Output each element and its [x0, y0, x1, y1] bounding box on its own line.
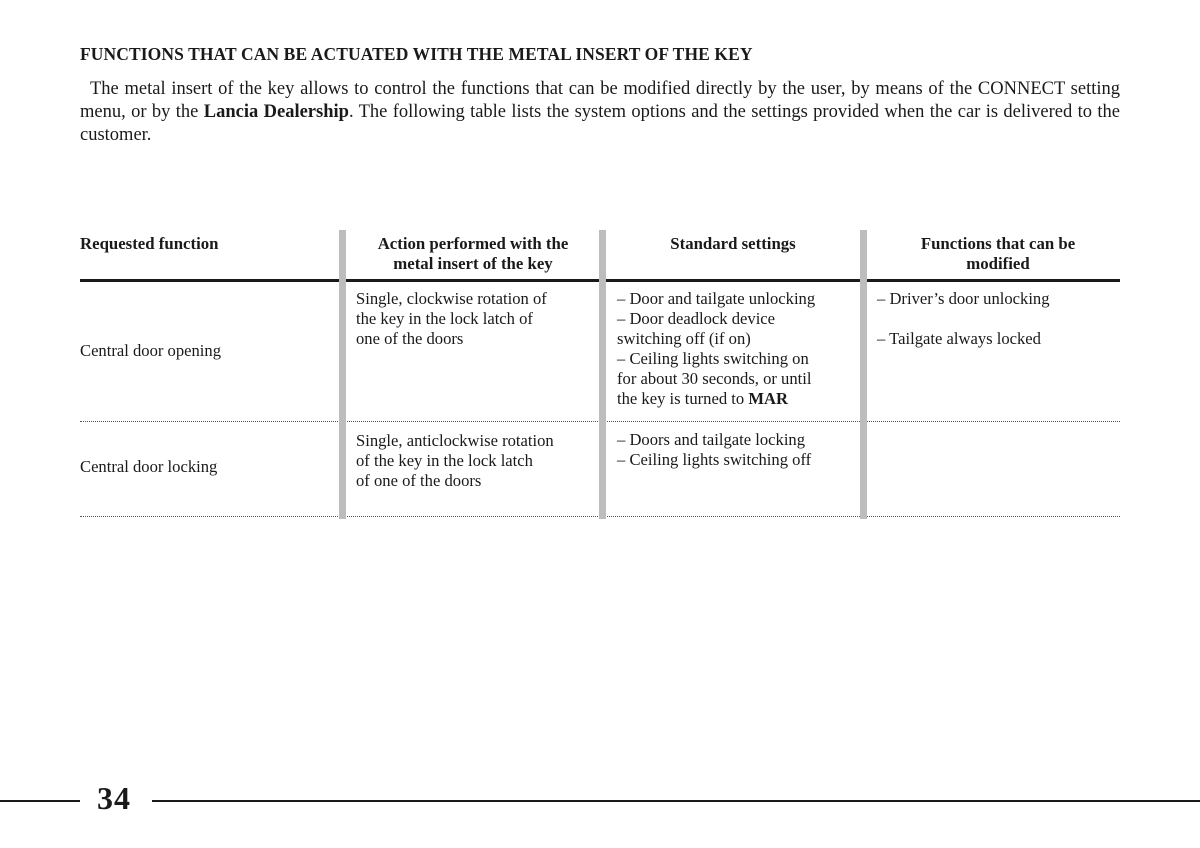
page-number: 34 — [97, 780, 131, 816]
row2-standard-settings — [617, 430, 857, 470]
footer-rule-left — [0, 800, 80, 802]
header-action-line1: Action performed with the — [377, 234, 569, 253]
row1-function: Central door opening — [80, 341, 222, 360]
row1-modifiable-gap — [877, 309, 1122, 329]
mar-emphasis: MAR — [748, 389, 788, 408]
header-modifiable-functions — [868, 234, 1128, 274]
row1-standard-line-last — [617, 389, 857, 409]
header-standard-settings: Standard settings — [670, 234, 796, 253]
dealership-emphasis: Lancia Dealership — [203, 102, 349, 122]
row1-standard-line: – Door deadlock device — [617, 309, 776, 328]
row1-standard-line: – Door and tailgate unlocking — [617, 289, 816, 308]
header-action — [348, 234, 598, 274]
row1-standard-last-prefix: the key is turned to — [617, 389, 749, 408]
row1-action — [356, 289, 596, 349]
column-separator — [339, 230, 346, 519]
footer-rule-right — [152, 800, 1200, 802]
column-separator — [599, 230, 606, 519]
header-requested-function: Requested function — [80, 234, 219, 253]
row1-action-line: the key in the lock latch of — [356, 309, 533, 328]
row1-standard-line: switching off (if on) — [617, 329, 751, 348]
row1-standard-line: for about 30 seconds, or until — [617, 369, 812, 388]
row1-modifiable — [877, 289, 1122, 349]
row1-modifiable-line: – Tailgate always locked — [877, 329, 1041, 348]
intro-text-part2: . The following table lists the system options and the settings provided when the car is delivered to the customer. — [80, 102, 1121, 145]
row2-action-line: of the key in the lock latch — [356, 451, 533, 470]
intro-text-part1: The metal insert of the key allows to control the functions that can be modified directly by the user, by means of the CONNECT setting menu, or by the — [80, 79, 1120, 122]
section-heading: FUNCTIONS THAT CAN BE ACTUATED WITH THE METAL INSERT OF THE KEY — [80, 44, 753, 64]
row1-action-line: Single, clockwise rotation of — [356, 289, 547, 308]
header-action-line2: metal insert of the key — [393, 254, 553, 273]
row1-standard-line: – Ceiling lights switching on — [617, 349, 809, 368]
row1-standard-settings — [617, 289, 857, 409]
row2-action-line: of one of the doors — [356, 471, 482, 490]
header-modifiable-line1: Functions that can be — [920, 234, 1076, 253]
row1-action-line: one of the doors — [356, 329, 464, 348]
row2-function: Central door locking — [80, 457, 218, 476]
row2-standard-line: – Ceiling lights switching off — [617, 450, 812, 469]
row2-standard-line: – Doors and tailgate locking — [617, 430, 806, 449]
row2-action-line: Single, anticlockwise rotation — [356, 431, 554, 450]
row1-modifiable-line: – Driver’s door unlocking — [877, 289, 1050, 308]
header-modifiable-line2: modified — [966, 254, 1030, 273]
row2-action — [356, 431, 596, 491]
column-separator — [860, 230, 867, 519]
